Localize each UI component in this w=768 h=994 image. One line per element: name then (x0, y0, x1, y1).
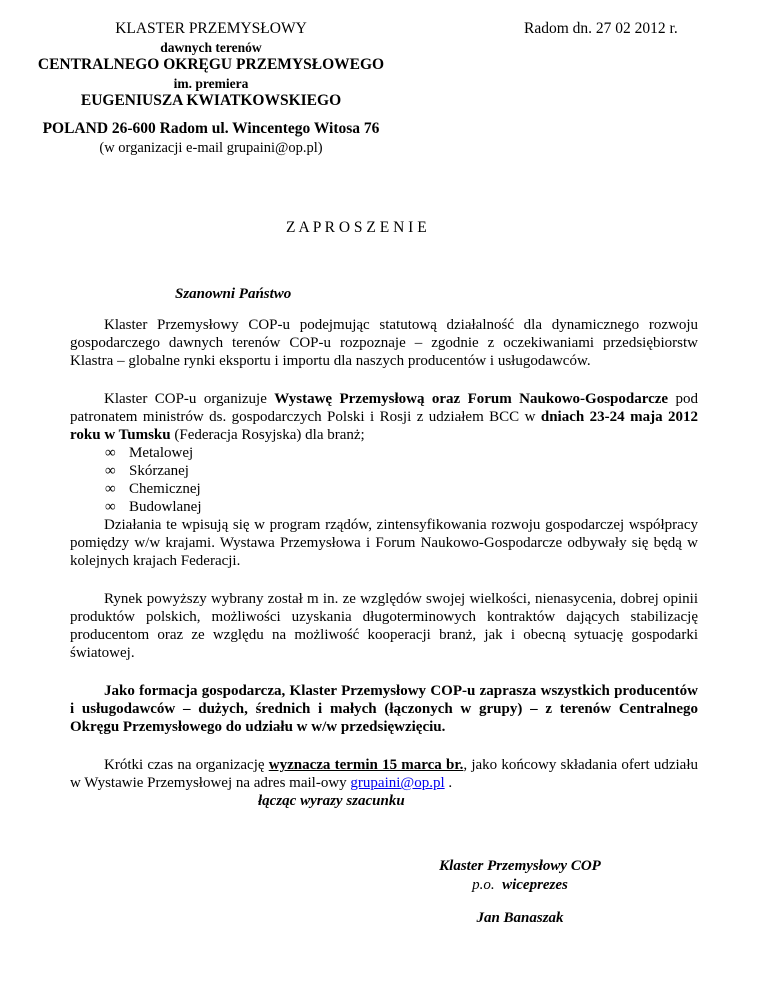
org-patron-name: EUGENIUSZA KWIATKOWSKIEGO (80, 92, 342, 109)
branch-label: Budowlanej (129, 499, 202, 515)
paragraph-4: Rynek powyższy wybrany został m in. ze względów swojej wielkości, nienasycenia, dobrej opinii produktów polskich, możliwości uzyskania długoterminowych kontraktów dających stabilizację producentom oraz ze względu na możliwość kooperacji branż, jak i obecną sytuację gospodarki światowej. (70, 591, 698, 661)
p2-text-e: (Federacja Rosyjska) dla branż; (170, 427, 365, 443)
org-name: KLASTER PRZEMYSŁOWY (115, 20, 307, 37)
infinity-bullet-icon: ∞ (105, 463, 116, 479)
deadline: wyznacza termin 15 marca br. (268, 757, 464, 773)
org-patron-label: im. premiera (173, 76, 249, 91)
p6-text-d: . (444, 775, 453, 791)
paragraph-6 (70, 756, 698, 792)
org-region: CENTRALNEGO OKRĘGU PRZEMYSŁOWEGO (37, 56, 385, 73)
p6-text-a: Krótki czas na organizację (104, 757, 269, 773)
sender-block (30, 20, 392, 111)
postal-address: POLAND 26-600 Radom ul. Wincentego Witosa 76 (42, 120, 380, 137)
signature-name: Jan Banaszak (476, 910, 564, 926)
p2-text-c: pod patronatem ministrów ds. gospodarczych Polski i Rosji z udziałem BCC w (70, 391, 698, 425)
list-item (105, 498, 698, 516)
signature-role-title: wiceprezes (502, 877, 568, 893)
infinity-bullet-icon: ∞ (105, 445, 116, 461)
salutation: Szanowni Państwo (175, 286, 292, 302)
paragraph-2 (70, 390, 698, 444)
branch-label: Skórzanej (129, 463, 189, 479)
list-item (105, 480, 698, 498)
event-name: Wystawę Przemysłową oraz Forum Naukowo-Gospodarcze (274, 391, 669, 407)
email-note: (w organizacji e-mail grupaini@op.pl) (99, 140, 323, 156)
letter-body (70, 316, 698, 792)
list-item (105, 462, 698, 480)
document-title: Z A P R O S Z E N I E (286, 219, 427, 236)
closing-phrase: łącząc wyrazy szacunku (258, 793, 405, 809)
address-block (30, 120, 392, 157)
p6-text-c: , jako końcowy składania ofert udziału w Wystawie Przemysłowej na adres mail-owy (70, 757, 698, 791)
letter-date: Radom dn. 27 02 2012 r. (524, 20, 678, 37)
paragraph-3: Działania te wpisują się w program rządów, zintensyfikowania rozwoju gospodarczej współpracy pomiędzy w/w krajami. Wystawa Przemysłowa i Forum Naukowo-Gospodarcze odbywały się będą w kolejnych krajach Federacji. (70, 517, 698, 569)
email-link[interactable]: grupaini@op.pl (350, 775, 445, 791)
list-item (105, 444, 698, 462)
infinity-bullet-icon: ∞ (105, 481, 116, 497)
paragraph-5: Jako formacja gospodarcza, Klaster Przemysłowy COP-u zaprasza wszystkich producentów i usługodawców – dużych, średnich i małych (łączonych w grupy) – z terenów Centralnego Okręgu Przemysłowego do udziału w w/w przedsięwzięciu. (70, 683, 698, 735)
signature-org: Klaster Przemysłowy COP (439, 858, 601, 874)
branch-label: Metalowej (129, 445, 194, 461)
signature-role-prefix: p.o. (472, 877, 495, 893)
signature-block (420, 857, 620, 927)
paragraph-1: Klaster Przemysłowy COP-u podejmując statutową działalność dla dynamicznego rozwoju gospodarczego dawnych terenów COP-u rozpoznaje – zgodnie z oczekiwaniami przedsiębiorstw Klastra – globalne rynki eksportu i importu dla naszych producentów i usługodawców. (70, 317, 698, 369)
infinity-bullet-icon: ∞ (105, 499, 116, 515)
p2-text-a: Klaster COP-u organizuje (104, 391, 275, 407)
branch-label: Chemicznej (129, 481, 201, 497)
signature-role (420, 876, 620, 895)
org-subtitle: dawnych terenów (160, 40, 262, 55)
event-dates: dniach 23-24 maja 2012 roku w Tumsku (70, 409, 698, 443)
branch-list (105, 444, 698, 516)
